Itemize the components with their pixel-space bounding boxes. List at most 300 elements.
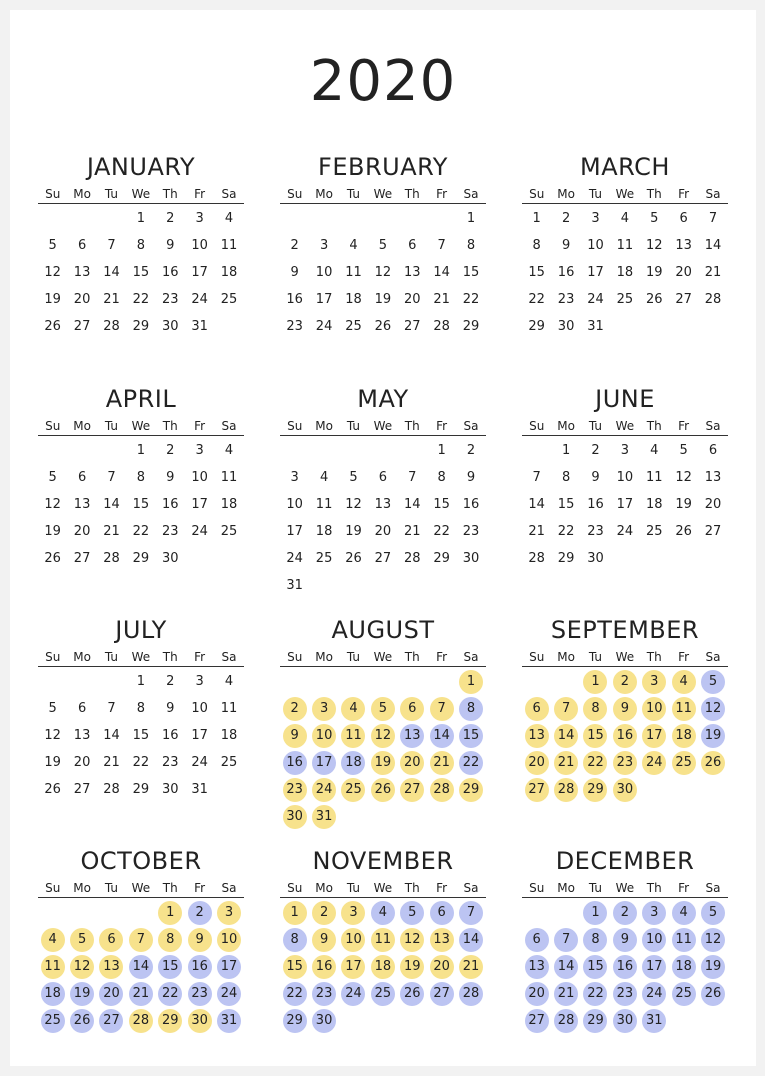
weekday-label: We bbox=[615, 187, 635, 201]
day-cell bbox=[669, 899, 698, 926]
empty-cell bbox=[97, 899, 126, 926]
day-cell bbox=[38, 518, 67, 545]
day-cell bbox=[581, 464, 610, 491]
weekday-label: Mo bbox=[557, 187, 575, 201]
weekday-label: Sa bbox=[221, 881, 237, 895]
day-number: 22 bbox=[433, 524, 450, 539]
month-june bbox=[522, 385, 728, 572]
weekday-label: Fr bbox=[436, 187, 448, 201]
day-number: 28 bbox=[528, 551, 545, 566]
day-number: 9 bbox=[466, 470, 476, 485]
days-grid bbox=[522, 899, 728, 1034]
day-number: 26 bbox=[675, 524, 692, 539]
day-cell bbox=[309, 232, 338, 259]
day-number: 27 bbox=[430, 982, 454, 1006]
day-cell bbox=[214, 953, 243, 980]
day-number: 6 bbox=[77, 701, 87, 716]
day-number: 6 bbox=[77, 238, 87, 253]
day-number: 20 bbox=[704, 497, 722, 512]
weekday-label: Th bbox=[646, 650, 662, 664]
weekday-label: Su bbox=[45, 881, 61, 895]
day-number: 22 bbox=[462, 292, 480, 307]
day-cell bbox=[97, 695, 126, 722]
month-name: DECEMBER bbox=[555, 847, 695, 875]
day-number: 21 bbox=[103, 755, 120, 770]
day-cell bbox=[456, 437, 485, 464]
empty-cell bbox=[368, 668, 397, 695]
day-cell bbox=[669, 286, 698, 313]
day-cell bbox=[185, 668, 214, 695]
weekday-label: Th bbox=[404, 187, 420, 201]
day-number: 9 bbox=[283, 724, 307, 748]
month-name: AUGUST bbox=[331, 616, 435, 644]
day-cell bbox=[339, 926, 368, 953]
day-cell bbox=[581, 953, 610, 980]
day-cell bbox=[339, 695, 368, 722]
day-cell bbox=[156, 668, 185, 695]
day-cell bbox=[156, 899, 185, 926]
day-number: 8 bbox=[532, 238, 541, 253]
day-cell bbox=[97, 286, 126, 313]
day-cell bbox=[156, 518, 185, 545]
day-cell bbox=[669, 464, 698, 491]
day-cell bbox=[610, 232, 639, 259]
day-cell bbox=[280, 695, 309, 722]
day-cell bbox=[551, 722, 580, 749]
day-cell bbox=[67, 695, 96, 722]
day-cell bbox=[185, 205, 214, 232]
day-cell bbox=[698, 518, 727, 545]
day-cell bbox=[698, 953, 727, 980]
day-cell bbox=[309, 464, 338, 491]
weekday-label: Sa bbox=[221, 650, 237, 664]
day-cell bbox=[640, 232, 669, 259]
day-cell bbox=[339, 313, 368, 340]
day-cell bbox=[126, 926, 155, 953]
weekday-header bbox=[280, 185, 486, 204]
day-number: 12 bbox=[374, 265, 392, 280]
day-number: 2 bbox=[188, 901, 212, 925]
weekday-label: Su bbox=[529, 881, 545, 895]
day-cell bbox=[97, 464, 126, 491]
day-number: 16 bbox=[188, 955, 212, 979]
day-number: 18 bbox=[672, 955, 696, 979]
weekday-label: Sa bbox=[705, 419, 721, 433]
day-number: 23 bbox=[161, 524, 179, 539]
day-number: 28 bbox=[103, 551, 120, 566]
day-number: 8 bbox=[136, 470, 145, 485]
weekday-label: Fr bbox=[678, 187, 690, 201]
day-cell bbox=[456, 953, 485, 980]
day-cell bbox=[669, 980, 698, 1007]
day-number: 2 bbox=[166, 443, 175, 458]
day-number: 15 bbox=[433, 497, 450, 512]
day-number: 30 bbox=[462, 551, 480, 566]
day-cell bbox=[610, 722, 639, 749]
day-number: 23 bbox=[161, 755, 179, 770]
day-number: 19 bbox=[645, 265, 663, 280]
day-number: 30 bbox=[613, 1009, 637, 1033]
day-number: 4 bbox=[224, 443, 234, 458]
day-cell bbox=[214, 286, 243, 313]
day-number: 20 bbox=[403, 292, 421, 307]
day-cell bbox=[551, 259, 580, 286]
day-cell bbox=[456, 232, 485, 259]
day-cell bbox=[156, 259, 185, 286]
day-number: 21 bbox=[430, 751, 454, 775]
day-cell bbox=[456, 259, 485, 286]
day-number: 11 bbox=[220, 701, 238, 716]
day-cell bbox=[67, 491, 96, 518]
day-cell bbox=[368, 776, 397, 803]
weekday-label: We bbox=[373, 650, 393, 664]
day-cell bbox=[610, 926, 639, 953]
weekday-label: Th bbox=[646, 881, 662, 895]
day-number: 13 bbox=[525, 955, 549, 979]
day-cell bbox=[581, 286, 610, 313]
day-number: 4 bbox=[620, 211, 629, 226]
weekday-label: Sa bbox=[221, 419, 237, 433]
empty-cell bbox=[309, 205, 338, 232]
day-cell bbox=[156, 695, 185, 722]
day-cell bbox=[214, 668, 243, 695]
day-number: 12 bbox=[371, 724, 395, 748]
day-cell bbox=[97, 953, 126, 980]
day-number: 8 bbox=[466, 238, 476, 253]
day-number: 7 bbox=[107, 470, 116, 485]
day-number: 28 bbox=[433, 319, 450, 334]
weekday-label: Tu bbox=[588, 187, 603, 201]
day-cell bbox=[126, 518, 155, 545]
day-cell bbox=[581, 437, 610, 464]
day-number: 23 bbox=[613, 751, 637, 775]
day-number: 4 bbox=[371, 901, 395, 925]
weekday-label: Th bbox=[404, 419, 420, 433]
day-number: 1 bbox=[136, 211, 145, 226]
day-number: 10 bbox=[286, 497, 303, 512]
day-cell bbox=[185, 953, 214, 980]
day-number: 30 bbox=[587, 551, 604, 566]
day-number: 7 bbox=[459, 901, 483, 925]
day-number: 24 bbox=[191, 524, 208, 539]
weekday-label: Su bbox=[287, 650, 303, 664]
day-number: 27 bbox=[525, 778, 549, 802]
day-cell bbox=[368, 464, 397, 491]
day-number: 13 bbox=[430, 928, 454, 952]
day-cell bbox=[581, 749, 610, 776]
weekday-label: Sa bbox=[463, 419, 479, 433]
day-cell bbox=[126, 1007, 155, 1034]
day-cell bbox=[610, 695, 639, 722]
days-grid bbox=[522, 668, 728, 803]
day-cell bbox=[38, 232, 67, 259]
day-number: 17 bbox=[217, 955, 241, 979]
day-number: 29 bbox=[433, 551, 450, 566]
day-cell bbox=[280, 803, 309, 830]
day-cell bbox=[640, 1007, 669, 1034]
day-number: 13 bbox=[73, 497, 91, 512]
day-number: 23 bbox=[161, 292, 179, 307]
day-cell bbox=[280, 259, 309, 286]
weekday-label: Th bbox=[162, 419, 178, 433]
weekday-label: Mo bbox=[315, 187, 333, 201]
day-number: 20 bbox=[73, 524, 91, 539]
day-number: 5 bbox=[701, 901, 725, 925]
day-cell bbox=[640, 259, 669, 286]
day-cell bbox=[97, 1007, 126, 1034]
day-number: 29 bbox=[462, 319, 480, 334]
day-number: 8 bbox=[561, 470, 571, 485]
day-number: 24 bbox=[217, 982, 241, 1006]
day-number: 2 bbox=[613, 901, 637, 925]
day-number: 5 bbox=[70, 928, 94, 952]
day-number: 2 bbox=[613, 670, 637, 694]
day-number: 25 bbox=[341, 778, 365, 802]
day-cell bbox=[280, 313, 309, 340]
day-number: 5 bbox=[371, 697, 395, 721]
day-cell bbox=[581, 518, 610, 545]
day-cell bbox=[156, 313, 185, 340]
empty-cell bbox=[67, 899, 96, 926]
day-cell bbox=[669, 926, 698, 953]
day-cell bbox=[456, 205, 485, 232]
day-number: 15 bbox=[583, 724, 607, 748]
day-cell bbox=[398, 232, 427, 259]
day-number: 21 bbox=[554, 751, 578, 775]
weekday-label: Sa bbox=[463, 650, 479, 664]
day-number: 26 bbox=[374, 319, 392, 334]
day-cell bbox=[185, 232, 214, 259]
days-grid bbox=[280, 205, 486, 340]
weekday-label: Su bbox=[529, 419, 545, 433]
day-number: 16 bbox=[161, 728, 179, 743]
day-cell bbox=[698, 695, 727, 722]
day-number: 6 bbox=[378, 470, 387, 485]
day-number: 27 bbox=[73, 782, 91, 797]
day-number: 27 bbox=[73, 551, 91, 566]
day-cell bbox=[368, 232, 397, 259]
day-cell bbox=[368, 259, 397, 286]
weekday-label: We bbox=[131, 419, 151, 433]
day-number: 13 bbox=[403, 265, 421, 280]
year-title: 2020 bbox=[309, 49, 457, 114]
day-cell bbox=[185, 464, 214, 491]
day-number: 15 bbox=[583, 955, 607, 979]
day-number: 27 bbox=[403, 319, 421, 334]
day-cell bbox=[398, 259, 427, 286]
day-number: 1 bbox=[437, 443, 446, 458]
day-number: 15 bbox=[132, 728, 150, 743]
weekday-label: Sa bbox=[463, 187, 479, 201]
day-number: 3 bbox=[195, 443, 204, 458]
day-number: 19 bbox=[345, 524, 362, 539]
day-number: 30 bbox=[613, 778, 637, 802]
day-number: 13 bbox=[675, 238, 692, 253]
day-cell bbox=[67, 749, 96, 776]
day-cell bbox=[67, 953, 96, 980]
day-number: 23 bbox=[462, 524, 480, 539]
day-cell bbox=[669, 722, 698, 749]
day-cell bbox=[126, 259, 155, 286]
day-cell bbox=[551, 232, 580, 259]
day-cell bbox=[156, 953, 185, 980]
day-number: 2 bbox=[466, 443, 476, 458]
empty-cell bbox=[280, 205, 309, 232]
day-number: 31 bbox=[191, 782, 208, 797]
day-cell bbox=[427, 491, 456, 518]
day-number: 7 bbox=[129, 928, 153, 952]
day-cell bbox=[551, 518, 580, 545]
day-cell bbox=[67, 1007, 96, 1034]
day-number: 28 bbox=[103, 319, 120, 334]
empty-cell bbox=[38, 668, 67, 695]
day-cell bbox=[610, 286, 639, 313]
weekday-label: Mo bbox=[315, 650, 333, 664]
day-cell bbox=[610, 749, 639, 776]
day-number: 26 bbox=[645, 292, 663, 307]
day-cell bbox=[456, 491, 485, 518]
day-number: 24 bbox=[315, 319, 333, 334]
day-number: 17 bbox=[191, 497, 208, 512]
day-cell bbox=[214, 1007, 243, 1034]
weekday-label: We bbox=[131, 650, 151, 664]
day-cell bbox=[669, 749, 698, 776]
day-cell bbox=[97, 545, 126, 572]
weekday-label: Tu bbox=[346, 419, 361, 433]
day-cell bbox=[280, 491, 309, 518]
day-number: 17 bbox=[191, 265, 208, 280]
day-cell bbox=[309, 803, 338, 830]
day-number: 31 bbox=[587, 319, 604, 334]
day-number: 9 bbox=[166, 470, 175, 485]
day-number: 20 bbox=[400, 751, 424, 775]
day-number: 15 bbox=[459, 724, 483, 748]
day-number: 30 bbox=[283, 805, 307, 829]
day-cell bbox=[38, 926, 67, 953]
day-number: 19 bbox=[44, 755, 61, 770]
day-cell bbox=[456, 722, 485, 749]
day-number: 21 bbox=[103, 524, 120, 539]
empty-cell bbox=[398, 668, 427, 695]
day-number: 4 bbox=[349, 238, 358, 253]
day-cell bbox=[214, 437, 243, 464]
month-february bbox=[280, 153, 486, 340]
day-number: 2 bbox=[166, 211, 175, 226]
month-name: MAY bbox=[357, 385, 409, 413]
day-cell bbox=[669, 668, 698, 695]
month-april bbox=[38, 385, 244, 572]
days-grid bbox=[522, 205, 728, 340]
day-cell bbox=[185, 899, 214, 926]
day-cell bbox=[368, 518, 397, 545]
empty-cell bbox=[339, 437, 368, 464]
weekday-label: Mo bbox=[73, 881, 91, 895]
day-cell bbox=[214, 980, 243, 1007]
day-number: 7 bbox=[437, 238, 446, 253]
day-number: 1 bbox=[561, 443, 571, 458]
weekday-label: Tu bbox=[588, 650, 603, 664]
weekday-label: Fr bbox=[436, 650, 448, 664]
day-cell bbox=[156, 749, 185, 776]
day-number: 30 bbox=[188, 1009, 212, 1033]
day-cell bbox=[610, 899, 639, 926]
day-number: 4 bbox=[224, 211, 234, 226]
day-number: 17 bbox=[642, 955, 666, 979]
day-number: 4 bbox=[319, 470, 329, 485]
empty-cell bbox=[398, 205, 427, 232]
day-number: 13 bbox=[99, 955, 123, 979]
day-number: 14 bbox=[103, 265, 120, 280]
day-number: 18 bbox=[645, 497, 663, 512]
day-number: 22 bbox=[528, 292, 545, 307]
day-number: 26 bbox=[44, 782, 61, 797]
day-number: 4 bbox=[672, 901, 696, 925]
days-grid bbox=[522, 437, 728, 572]
day-cell bbox=[522, 695, 551, 722]
day-number: 31 bbox=[312, 805, 336, 829]
day-number: 6 bbox=[430, 901, 454, 925]
day-cell bbox=[97, 776, 126, 803]
day-number: 11 bbox=[616, 238, 634, 253]
day-cell bbox=[339, 899, 368, 926]
weekday-label: Th bbox=[162, 650, 178, 664]
day-number: 8 bbox=[136, 701, 145, 716]
day-cell bbox=[398, 980, 427, 1007]
day-cell bbox=[551, 491, 580, 518]
day-number: 13 bbox=[374, 497, 392, 512]
day-cell bbox=[640, 899, 669, 926]
day-number: 16 bbox=[587, 497, 604, 512]
day-number: 28 bbox=[430, 778, 454, 802]
weekday-header bbox=[280, 417, 486, 436]
day-number: 22 bbox=[583, 751, 607, 775]
empty-cell bbox=[280, 668, 309, 695]
empty-cell bbox=[368, 437, 397, 464]
day-cell bbox=[280, 980, 309, 1007]
day-cell bbox=[398, 776, 427, 803]
day-number: 16 bbox=[283, 751, 307, 775]
day-cell bbox=[280, 926, 309, 953]
day-number: 5 bbox=[48, 470, 57, 485]
day-number: 1 bbox=[532, 211, 541, 226]
days-grid bbox=[280, 437, 486, 599]
day-cell bbox=[126, 953, 155, 980]
day-number: 3 bbox=[642, 901, 666, 925]
day-cell bbox=[339, 259, 368, 286]
day-cell bbox=[551, 313, 580, 340]
day-cell bbox=[640, 286, 669, 313]
day-cell bbox=[156, 545, 185, 572]
day-number: 11 bbox=[41, 955, 65, 979]
weekday-label: Su bbox=[287, 881, 303, 895]
day-cell bbox=[280, 776, 309, 803]
day-number: 14 bbox=[103, 728, 120, 743]
day-number: 12 bbox=[44, 728, 61, 743]
day-number: 3 bbox=[319, 238, 329, 253]
day-number: 30 bbox=[161, 551, 179, 566]
day-cell bbox=[97, 749, 126, 776]
day-cell bbox=[214, 695, 243, 722]
day-number: 10 bbox=[341, 928, 365, 952]
weekday-label: Tu bbox=[104, 881, 119, 895]
day-number: 3 bbox=[642, 670, 666, 694]
day-cell bbox=[368, 695, 397, 722]
day-cell bbox=[698, 980, 727, 1007]
day-cell bbox=[156, 980, 185, 1007]
day-cell bbox=[427, 926, 456, 953]
day-number: 9 bbox=[561, 238, 571, 253]
day-cell bbox=[156, 926, 185, 953]
